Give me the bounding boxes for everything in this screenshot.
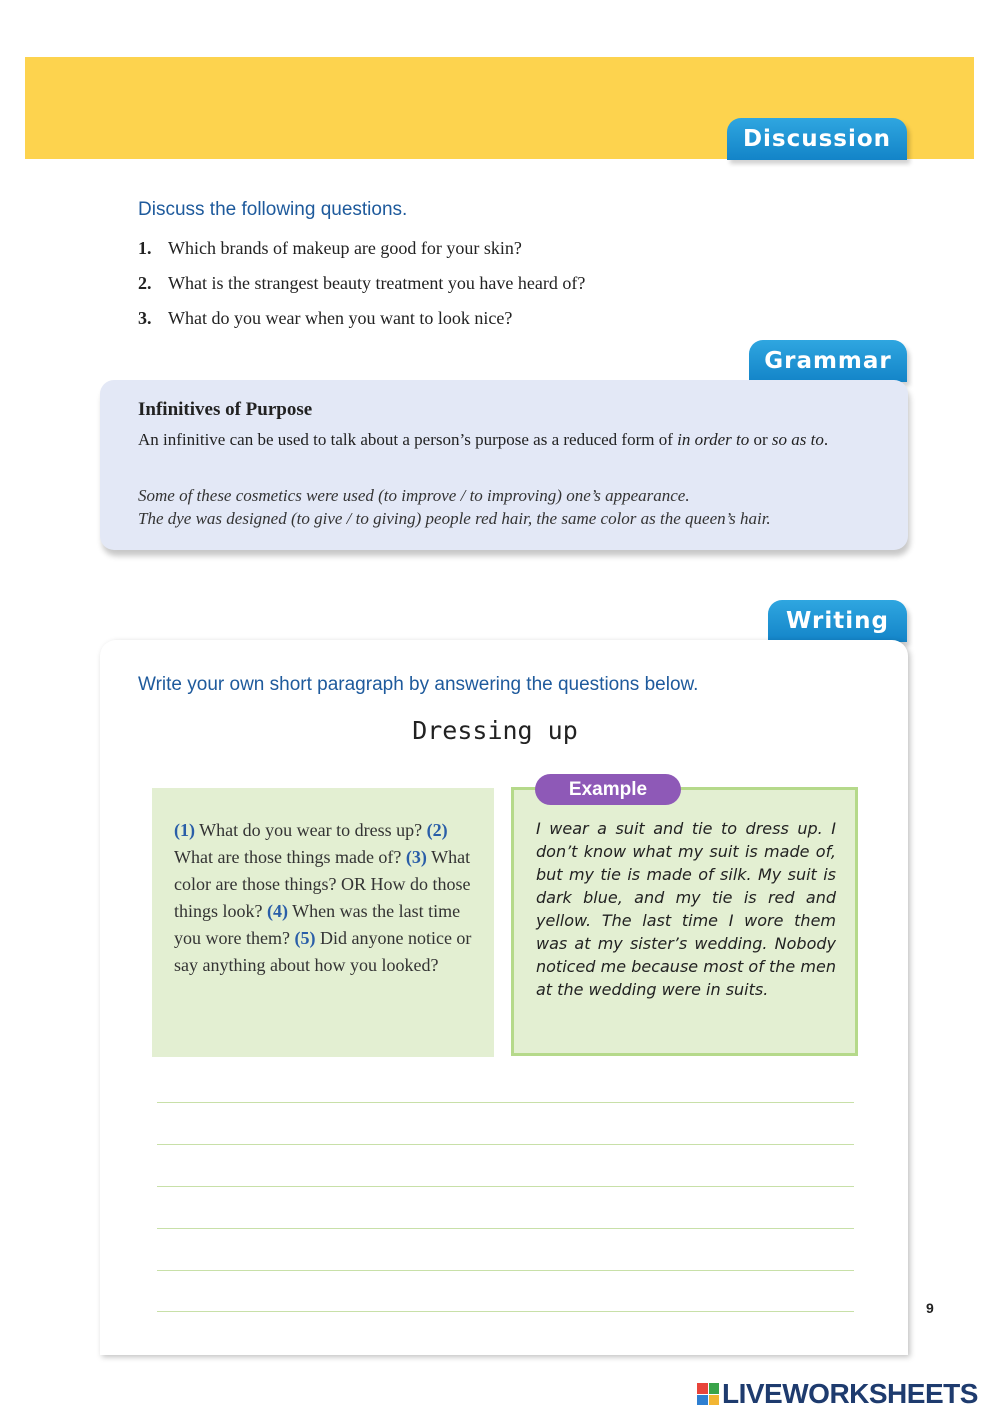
prompt-text: When was the last time you wore them? — [174, 901, 461, 948]
grammar-box — [100, 380, 908, 550]
prompt-number: (1) — [174, 820, 195, 840]
grammar-example-2: The dye was designed (to give / to giving) people red hair, the same color as the queen’s hair. — [138, 509, 771, 528]
question-text: What is the strangest beauty treatment you have heard of? — [168, 273, 586, 293]
answer-line[interactable] — [157, 1102, 854, 1103]
question-text: What do you wear when you want to look nice? — [168, 308, 513, 328]
grammar-title: Infinitives of Purpose — [138, 399, 313, 420]
example-paragraph: I wear a suit and tie to dress up. I don’t know what my suit is made of, but my tie is made of silk. My suit is dark blue, and my tie is red and yellow. The last time I wore them was at my sister’s wedding. Nobody noticed me because most of the men at the wedding were in suits. — [536, 819, 836, 999]
writing-heading: Write your own short paragraph by answering the questions below. — [138, 674, 699, 695]
question-item — [138, 273, 585, 308]
grammar-term: in order to — [677, 430, 750, 449]
prompt-number: (3) — [405, 847, 427, 867]
liveworksheets-logo — [697, 1378, 978, 1410]
discussion-heading: Discuss the following questions. — [138, 199, 408, 220]
answer-line[interactable] — [157, 1186, 854, 1187]
question-number: 2. — [138, 273, 152, 293]
grammar-example-1: Some of these cosmetics were used (to improve / to improving) one’s appearance. — [138, 486, 690, 505]
question-number: 3. — [138, 308, 152, 328]
question-item — [138, 308, 585, 343]
question-number: 1. — [138, 238, 152, 258]
prompt-number: (2) — [426, 820, 448, 840]
example-box — [511, 787, 858, 1056]
prompt-number: (5) — [294, 928, 316, 948]
prompt-box — [152, 788, 494, 1057]
prompt-number: (4) — [267, 901, 288, 921]
example-label: Example — [535, 774, 681, 805]
grammar-term: so as to — [771, 430, 824, 449]
answer-line[interactable] — [157, 1228, 854, 1229]
writing-title: Dressing up — [412, 716, 578, 745]
answer-line[interactable] — [157, 1144, 854, 1145]
grammar-text-part: or — [749, 430, 772, 449]
grammar-explanation — [138, 428, 868, 452]
answer-line[interactable] — [157, 1311, 854, 1312]
grammar-tab: Grammar — [749, 340, 907, 382]
writing-tab: Writing — [768, 600, 907, 642]
grammar-text-part: . — [823, 430, 829, 449]
discussion-questions — [138, 238, 585, 343]
page-number: 9 — [926, 1300, 934, 1316]
liveworksheets-icon — [697, 1383, 719, 1405]
prompt-questions — [174, 817, 484, 979]
grammar-text-part: An infinitive can be used to talk about a person’s purpose as a reduced form of — [138, 430, 678, 449]
question-text: Which brands of makeup are good for your skin? — [168, 238, 522, 258]
liveworksheets-brand: LIVEWORKSHEETS — [722, 1378, 978, 1409]
prompt-text: What do you wear to dress up? — [195, 820, 427, 840]
discussion-tab: Discussion — [727, 118, 907, 160]
grammar-examples — [138, 484, 898, 530]
answer-line[interactable] — [157, 1270, 854, 1271]
prompt-text: What are those things made of? — [174, 847, 406, 867]
question-item — [138, 238, 585, 273]
prompt-text: What color are those things? OR How do those things look? — [174, 847, 471, 921]
prompt-text: Did anyone notice or say anything about how you looked? — [174, 928, 472, 975]
